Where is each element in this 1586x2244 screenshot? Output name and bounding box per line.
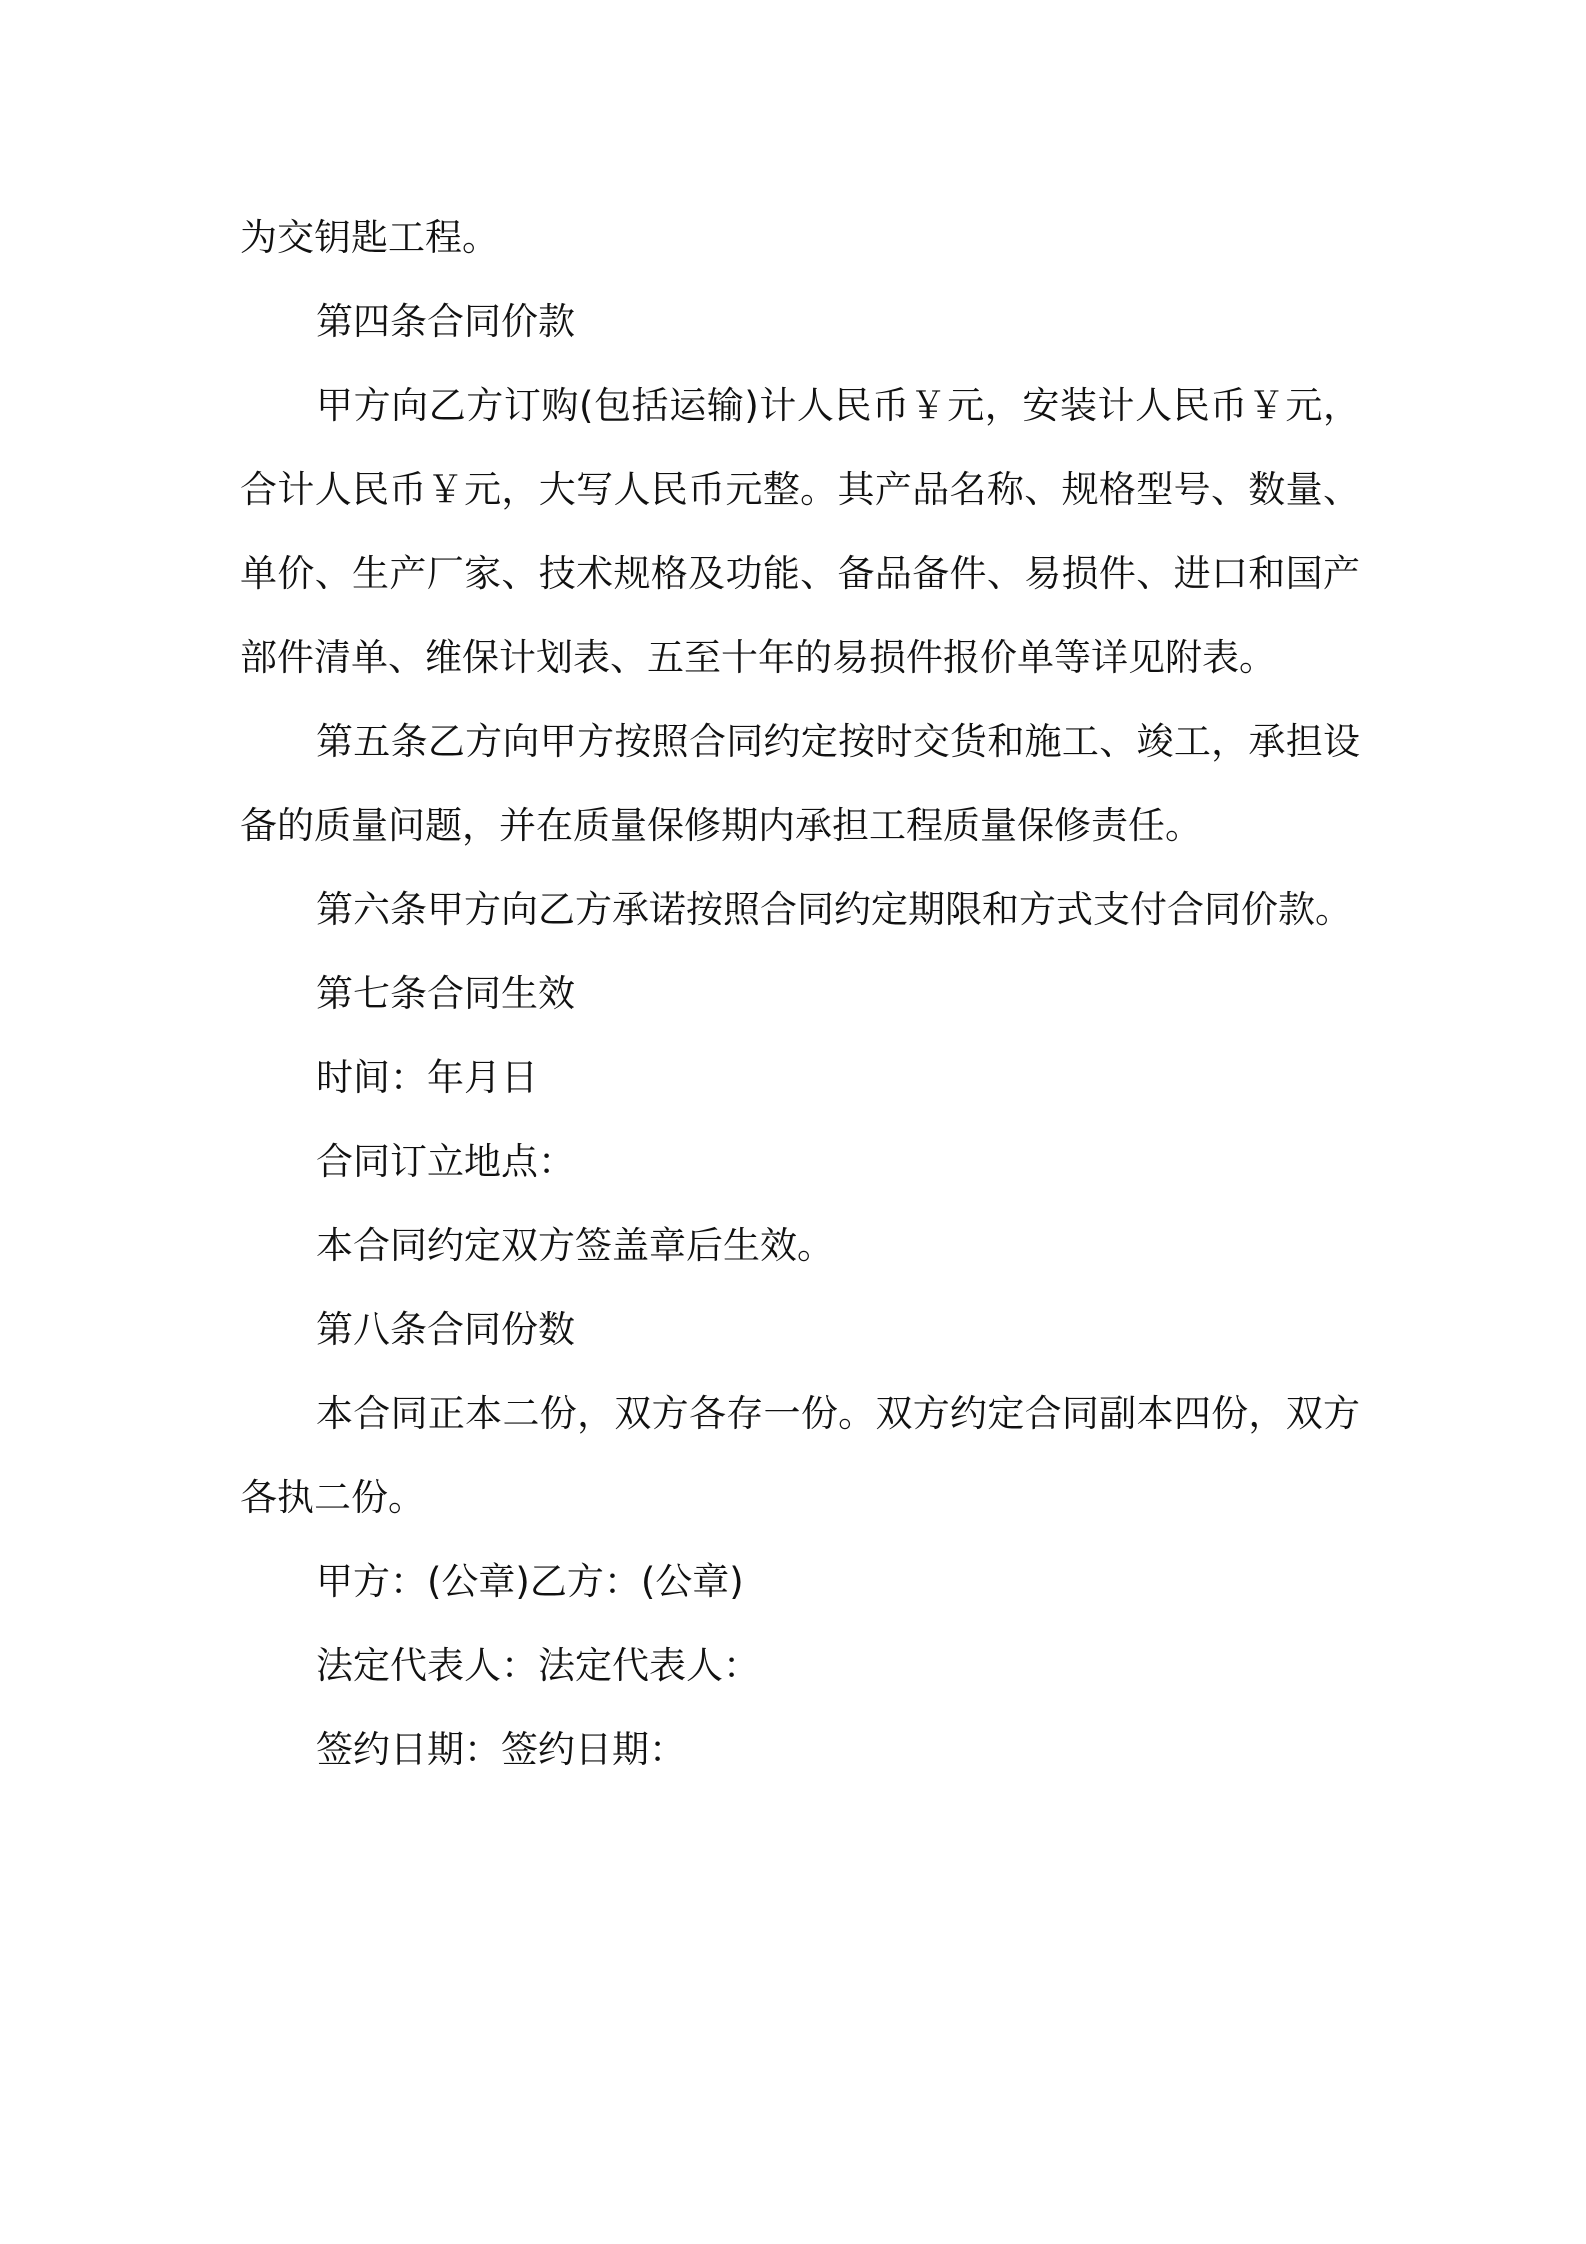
signing-date-line: 签约日期：签约日期：: [316, 1728, 686, 1771]
article-5-text: 第五条乙方向甲方按照合同约定按时交货和施工、竣工，承担设备的质量问题，并在质量保修期内承担工程质量保修责任。: [240, 720, 1360, 847]
legal-representative-line: 法定代表人：法定代表人：: [316, 1644, 760, 1687]
article-8-heading: 第八条合同份数: [316, 1308, 575, 1351]
article-6-text: 第六条甲方向乙方承诺按照合同约定期限和方式支付合同价款。: [316, 888, 1352, 931]
article-8-text: 本合同正本二份，双方各存一份。双方约定合同副本四份，双方各执二份。: [240, 1392, 1360, 1519]
article-7-heading: 第七条合同生效: [316, 972, 575, 1015]
party-seal-line: 甲方：(公章)乙方：(公章): [316, 1560, 744, 1603]
article-4-heading: 第四条合同价款: [316, 300, 575, 343]
signing-place-line: 合同订立地点：: [316, 1140, 575, 1183]
paragraph-continuation: 为交钥匙工程。: [240, 216, 499, 259]
effective-condition-line: 本合同约定双方签盖章后生效。: [316, 1224, 834, 1267]
article-4-text: 甲方向乙方订购(包括运输)计人民币￥元，安装计人民币￥元，合计人民币￥元，大写人民币元整。其产品名称、规格型号、数量、单价、生产厂家、技术规格及功能、备品备件、易损件、进口和国产部件清单、维保计划表、五至十年的易损件报价单等详见附表。: [240, 384, 1360, 679]
effective-time-line: 时间：年月日: [316, 1056, 538, 1099]
document-body: [240, 196, 1360, 1792]
